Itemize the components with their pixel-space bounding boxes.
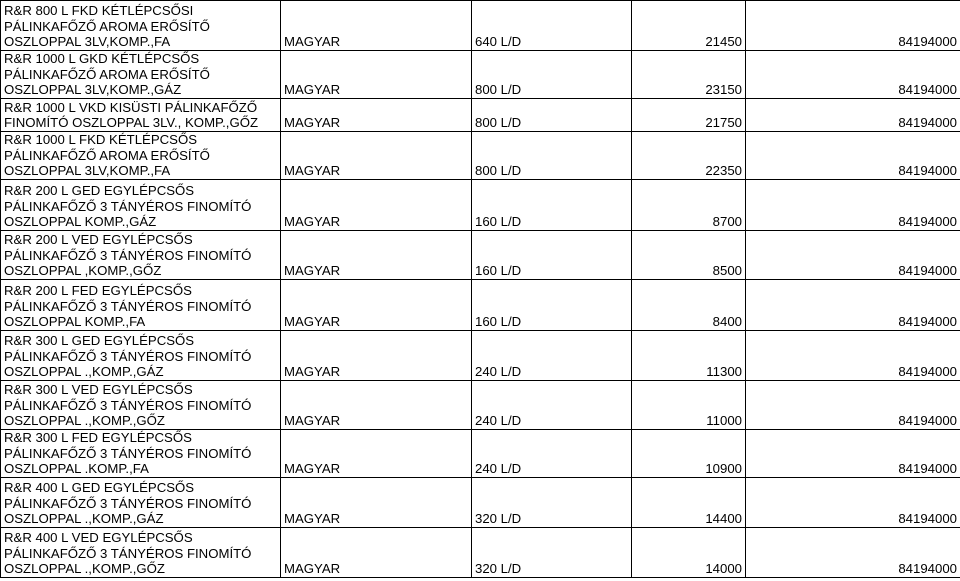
capacity-cell: 800 L/D xyxy=(472,51,632,99)
origin-cell: MAGYAR xyxy=(281,180,472,231)
table-row xyxy=(1,280,960,331)
capacity-cell: 320 L/D xyxy=(472,528,632,578)
customs-code-cell: 84194000 xyxy=(746,280,960,331)
customs-code-cell: 84194000 xyxy=(746,478,960,528)
price-cell: 23150 xyxy=(632,51,746,99)
table-row xyxy=(1,180,960,231)
customs-code-cell: 84194000 xyxy=(746,331,960,381)
customs-code-cell: 84194000 xyxy=(746,528,960,578)
price-cell: 8400 xyxy=(632,280,746,331)
product-name-cell: R&R 300 L VED EGYLÉPCSŐS PÁLINKAFŐZŐ 3 TÁNYÉROS FINOMÍTÓ OSZLOPPAL .,KOMP.,GŐZ xyxy=(1,381,281,430)
capacity-cell: 640 L/D xyxy=(472,1,632,51)
capacity-cell: 160 L/D xyxy=(472,231,632,280)
origin-cell: MAGYAR xyxy=(281,381,472,430)
price-cell: 11000 xyxy=(632,381,746,430)
capacity-cell: 240 L/D xyxy=(472,381,632,430)
capacity-cell: 160 L/D xyxy=(472,280,632,331)
capacity-cell: 800 L/D xyxy=(472,99,632,132)
product-name-cell: R&R 800 L FKD KÉTLÉPCSŐSI PÁLINKAFŐZŐ AROMA ERŐSÍTŐ OSZLOPPAL 3LV,KOMP.,FA xyxy=(1,1,281,51)
product-name-cell: R&R 200 L VED EGYLÉPCSŐS PÁLINKAFŐZŐ 3 TÁNYÉROS FINOMÍTÓ OSZLOPPAL ,KOMP.,GŐZ xyxy=(1,231,281,280)
product-name-cell: R&R 200 L GED EGYLÉPCSŐS PÁLINKAFŐZŐ 3 TÁNYÉROS FINOMÍTÓ OSZLOPPAL KOMP.,GÁZ xyxy=(1,180,281,231)
table-row xyxy=(1,381,960,430)
table-row xyxy=(1,430,960,478)
customs-code-cell: 84194000 xyxy=(746,51,960,99)
origin-cell: MAGYAR xyxy=(281,430,472,478)
price-cell: 21450 xyxy=(632,1,746,51)
table-row xyxy=(1,51,960,99)
customs-code-cell: 84194000 xyxy=(746,430,960,478)
customs-code-cell: 84194000 xyxy=(746,381,960,430)
price-cell: 11300 xyxy=(632,331,746,381)
origin-cell: MAGYAR xyxy=(281,478,472,528)
origin-cell: MAGYAR xyxy=(281,51,472,99)
origin-cell: MAGYAR xyxy=(281,231,472,280)
capacity-cell: 240 L/D xyxy=(472,331,632,381)
product-name-cell: R&R 400 L GED EGYLÉPCSŐS PÁLINKAFŐZŐ 3 TÁNYÉROS FINOMÍTÓ OSZLOPPAL .,KOMP.,GÁZ xyxy=(1,478,281,528)
customs-code-cell: 84194000 xyxy=(746,231,960,280)
price-cell: 22350 xyxy=(632,132,746,180)
origin-cell: MAGYAR xyxy=(281,280,472,331)
table-row xyxy=(1,1,960,51)
customs-code-cell: 84194000 xyxy=(746,180,960,231)
customs-code-cell: 84194000 xyxy=(746,132,960,180)
product-name-cell: R&R 200 L FED EGYLÉPCSŐS PÁLINKAFŐZŐ 3 TÁNYÉROS FINOMÍTÓ OSZLOPPAL KOMP.,FA xyxy=(1,280,281,331)
price-cell: 8700 xyxy=(632,180,746,231)
table-row xyxy=(1,331,960,381)
capacity-cell: 240 L/D xyxy=(472,430,632,478)
product-table-body xyxy=(1,1,960,578)
product-name-cell: R&R 1000 L VKD KISÜSTI PÁLINKAFŐZŐ FINOMÍTÓ OSZLOPPAL 3LV., KOMP.,GŐZ xyxy=(1,99,281,132)
price-cell: 21750 xyxy=(632,99,746,132)
capacity-cell: 800 L/D xyxy=(472,132,632,180)
price-cell: 14400 xyxy=(632,478,746,528)
table-row xyxy=(1,99,960,132)
capacity-cell: 320 L/D xyxy=(472,478,632,528)
product-name-cell: R&R 1000 L GKD KÉTLÉPCSŐS PÁLINKAFŐZŐ AROMA ERŐSÍTŐ OSZLOPPAL 3LV,KOMP.,GÁZ xyxy=(1,51,281,99)
origin-cell: MAGYAR xyxy=(281,1,472,51)
table-row xyxy=(1,132,960,180)
price-cell: 8500 xyxy=(632,231,746,280)
origin-cell: MAGYAR xyxy=(281,331,472,381)
price-cell: 14000 xyxy=(632,528,746,578)
product-name-cell: R&R 300 L FED EGYLÉPCSŐS PÁLINKAFŐZŐ 3 TÁNYÉROS FINOMÍTÓ OSZLOPPAL .KOMP.,FA xyxy=(1,430,281,478)
origin-cell: MAGYAR xyxy=(281,528,472,578)
table-row xyxy=(1,478,960,528)
origin-cell: MAGYAR xyxy=(281,99,472,132)
product-name-cell: R&R 1000 L FKD KÉTLÉPCSŐS PÁLINKAFŐZŐ AROMA ERŐSÍTŐ OSZLOPPAL 3LV,KOMP.,FA xyxy=(1,132,281,180)
customs-code-cell: 84194000 xyxy=(746,99,960,132)
price-cell: 10900 xyxy=(632,430,746,478)
origin-cell: MAGYAR xyxy=(281,132,472,180)
product-name-cell: R&R 300 L GED EGYLÉPCSŐS PÁLINKAFŐZŐ 3 TÁNYÉROS FINOMÍTÓ OSZLOPPAL .,KOMP.,GÁZ xyxy=(1,331,281,381)
product-name-cell: R&R 400 L VED EGYLÉPCSŐS PÁLINKAFŐZŐ 3 TÁNYÉROS FINOMÍTÓ OSZLOPPAL .,KOMP.,GŐZ xyxy=(1,528,281,578)
table-row xyxy=(1,528,960,578)
table-row xyxy=(1,231,960,280)
capacity-cell: 160 L/D xyxy=(472,180,632,231)
customs-code-cell: 84194000 xyxy=(746,1,960,51)
